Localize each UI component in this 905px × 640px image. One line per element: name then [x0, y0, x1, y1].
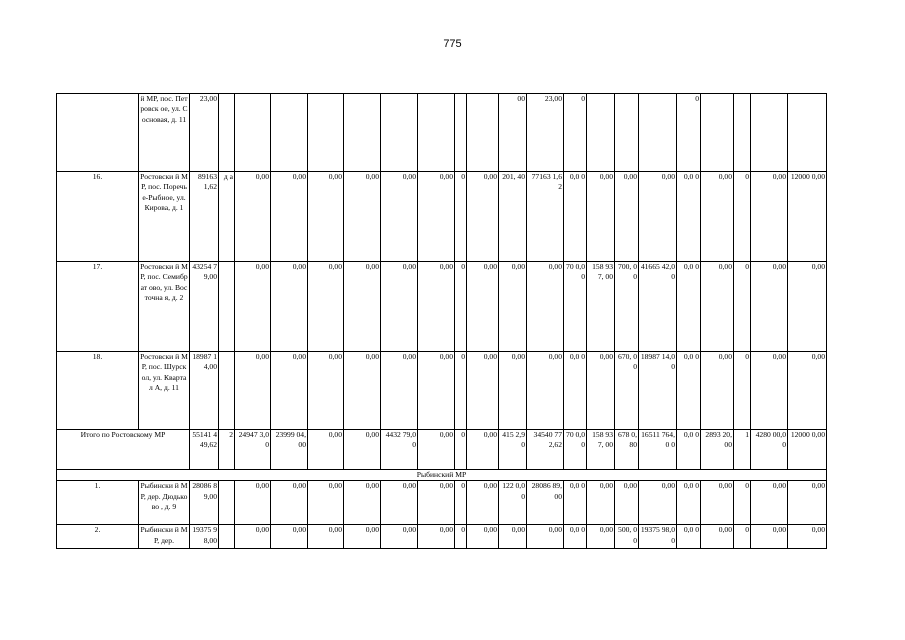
- table-row: [57, 94, 827, 172]
- value-cell: 158 937, 00: [587, 262, 615, 352]
- value-cell: 0,0 0: [564, 172, 587, 262]
- value-cell: 0,00: [615, 481, 639, 525]
- value-cell: 500, 00: [615, 525, 639, 549]
- value-cell: 0,00: [615, 172, 639, 262]
- value-cell: 0,00: [308, 262, 344, 352]
- value-cell: 12000 0,00: [788, 172, 827, 262]
- address-cell: й МР, пос. Петровск ое, ул. Сосновая, д. 11: [139, 94, 190, 172]
- row-number-cell: 1.: [57, 481, 139, 525]
- value-cell: 0,00: [467, 481, 499, 525]
- value-cell: 41665 42,00: [639, 262, 677, 352]
- value-cell: 0,00: [235, 352, 271, 430]
- value-cell: 0,00: [344, 172, 381, 262]
- value-cell: 70 0,0 0: [564, 430, 587, 470]
- value-cell: 0,00: [381, 352, 418, 430]
- value-cell: 0,00: [701, 481, 734, 525]
- value-cell: 0,00: [751, 525, 788, 549]
- value-cell: 0,00: [467, 172, 499, 262]
- value-cell: 19375 98,00: [190, 525, 219, 549]
- table-row: [57, 262, 827, 352]
- value-cell: [788, 94, 827, 172]
- value-cell: 0,00: [701, 525, 734, 549]
- value-cell: 700, 00: [615, 262, 639, 352]
- value-cell: 19375 98,00: [639, 525, 677, 549]
- value-cell: 0,00: [788, 262, 827, 352]
- value-cell: [701, 94, 734, 172]
- value-cell: 0,00: [418, 525, 455, 549]
- value-cell: 0,0 0: [677, 172, 701, 262]
- value-cell: 158 937, 00: [587, 430, 615, 470]
- value-cell: [587, 94, 615, 172]
- value-cell: [418, 94, 455, 172]
- value-cell: 201, 40: [499, 172, 527, 262]
- value-cell: 0,00: [235, 172, 271, 262]
- value-cell: 0,00: [344, 430, 381, 470]
- value-cell: 24947 3,00: [235, 430, 271, 470]
- value-cell: 89163 1,62: [190, 172, 219, 262]
- value-cell: 0,00: [271, 481, 308, 525]
- value-cell: 16511 764,0 0: [639, 430, 677, 470]
- row-number-cell: 17.: [57, 262, 139, 352]
- value-cell: 0,00: [308, 481, 344, 525]
- value-cell: 0,00: [751, 352, 788, 430]
- value-cell: 0,0 0: [677, 430, 701, 470]
- value-cell: 0,00: [271, 172, 308, 262]
- value-cell: 0,00: [751, 262, 788, 352]
- value-cell: 0,00: [788, 352, 827, 430]
- value-cell: 0: [455, 430, 467, 470]
- value-cell: 77163 1,62: [527, 172, 564, 262]
- value-cell: 0,0 0: [677, 481, 701, 525]
- value-cell: [615, 94, 639, 172]
- value-cell: 0,00: [381, 481, 418, 525]
- address-cell: Ростовски й МР, пос. Семибрат ово, ул. Восточна я, д. 2: [139, 262, 190, 352]
- value-cell: 0,00: [418, 352, 455, 430]
- value-cell: 0,00: [344, 525, 381, 549]
- value-cell: 0,00: [235, 525, 271, 549]
- value-cell: 0: [455, 172, 467, 262]
- row-number-cell: 18.: [57, 352, 139, 430]
- value-cell: 0,00: [701, 172, 734, 262]
- value-cell: [381, 94, 418, 172]
- table-row: [57, 481, 827, 525]
- value-cell: д а: [219, 172, 235, 262]
- value-cell: 0: [455, 525, 467, 549]
- page-number: 775: [443, 38, 462, 50]
- value-cell: 0,00: [467, 525, 499, 549]
- value-cell: 23,00: [527, 94, 564, 172]
- value-cell: 0: [734, 525, 751, 549]
- value-cell: 0,00: [701, 262, 734, 352]
- value-cell: 0,00: [418, 481, 455, 525]
- value-cell: 0: [734, 172, 751, 262]
- value-cell: 0,00: [381, 172, 418, 262]
- value-cell: 415 2,90: [499, 430, 527, 470]
- value-cell: 0,00: [344, 352, 381, 430]
- value-cell: 0,00: [381, 525, 418, 549]
- value-cell: 0,00: [639, 172, 677, 262]
- value-cell: 0: [734, 481, 751, 525]
- value-cell: 0,0 0: [677, 525, 701, 549]
- value-cell: [344, 94, 381, 172]
- value-cell: 0,00: [271, 352, 308, 430]
- value-cell: 0,00: [788, 481, 827, 525]
- value-cell: 0: [564, 94, 587, 172]
- value-cell: 0,00: [344, 481, 381, 525]
- value-cell: 34540 772,62: [527, 430, 564, 470]
- value-cell: [219, 352, 235, 430]
- value-cell: 0,00: [235, 262, 271, 352]
- value-cell: 23,00: [190, 94, 219, 172]
- value-cell: 0,00: [271, 525, 308, 549]
- table-row: [57, 525, 827, 549]
- value-cell: [271, 94, 308, 172]
- section-header-row: [57, 470, 827, 481]
- address-cell: Ростовски й МР, пос. Шурскол, ул. Квартал А, д. 11: [139, 352, 190, 430]
- value-cell: 0,00: [639, 481, 677, 525]
- value-cell: 0,00: [527, 262, 564, 352]
- value-cell: 0,00: [467, 352, 499, 430]
- value-cell: 0,00: [381, 262, 418, 352]
- value-cell: 28086 89,00: [190, 481, 219, 525]
- value-cell: 0,00: [527, 352, 564, 430]
- value-cell: 670, 00: [615, 352, 639, 430]
- table-row: [57, 352, 827, 430]
- value-cell: 0: [734, 352, 751, 430]
- value-cell: [467, 94, 499, 172]
- address-cell: Ростовски й МР, пос. Поречье-Рыбное, ул. Кирова, д. 1: [139, 172, 190, 262]
- value-cell: [751, 94, 788, 172]
- value-cell: 0,00: [499, 262, 527, 352]
- value-cell: 0: [455, 352, 467, 430]
- value-cell: 0: [455, 481, 467, 525]
- value-cell: [219, 94, 235, 172]
- value-cell: 0,00: [751, 481, 788, 525]
- section-header: Рыбинский МР: [57, 470, 827, 481]
- value-cell: 23999 04,00: [271, 430, 308, 470]
- value-cell: 0,00: [587, 172, 615, 262]
- value-cell: 2: [219, 430, 235, 470]
- row-number-cell: [57, 94, 139, 172]
- value-cell: 00: [499, 94, 527, 172]
- value-cell: 0,00: [235, 481, 271, 525]
- value-cell: 0,00: [308, 352, 344, 430]
- value-cell: 0,00: [527, 525, 564, 549]
- value-cell: 0,0 0: [677, 262, 701, 352]
- row-number-cell: 2.: [57, 525, 139, 549]
- value-cell: 0: [677, 94, 701, 172]
- value-cell: 2893 20,00: [701, 430, 734, 470]
- value-cell: 0,00: [499, 525, 527, 549]
- value-cell: 0,00: [308, 430, 344, 470]
- value-cell: 0,00: [587, 352, 615, 430]
- value-cell: 0,00: [751, 172, 788, 262]
- value-cell: 18987 14,00: [639, 352, 677, 430]
- value-cell: [219, 525, 235, 549]
- value-cell: [734, 94, 751, 172]
- value-cell: 0,00: [499, 352, 527, 430]
- address-cell: Рыбински й МР, дер.: [139, 525, 190, 549]
- value-cell: 1: [734, 430, 751, 470]
- value-cell: 4432 79,00: [381, 430, 418, 470]
- value-cell: 0,00: [308, 172, 344, 262]
- value-cell: [219, 481, 235, 525]
- value-cell: 0,00: [587, 525, 615, 549]
- value-cell: 0,00: [701, 352, 734, 430]
- value-cell: 4280 00,00: [751, 430, 788, 470]
- value-cell: 28086 89,00: [527, 481, 564, 525]
- total-row: [57, 430, 827, 470]
- total-label-cell: Итого по Ростовскому МР: [57, 430, 190, 470]
- value-cell: 0,0 0: [564, 481, 587, 525]
- value-cell: [235, 94, 271, 172]
- value-cell: [639, 94, 677, 172]
- value-cell: 55141 449,62: [190, 430, 219, 470]
- value-cell: 18987 14,00: [190, 352, 219, 430]
- value-cell: 122 0,00: [499, 481, 527, 525]
- value-cell: 0,00: [418, 430, 455, 470]
- value-cell: 0,0 0: [564, 352, 587, 430]
- value-cell: 0,00: [271, 262, 308, 352]
- value-cell: 12000 0,00: [788, 430, 827, 470]
- value-cell: 0,0 0: [564, 525, 587, 549]
- value-cell: 0,00: [418, 172, 455, 262]
- value-cell: 70 0,0 0: [564, 262, 587, 352]
- value-cell: 0,00: [788, 525, 827, 549]
- value-cell: 0,00: [344, 262, 381, 352]
- value-cell: 0,00: [467, 430, 499, 470]
- value-cell: 0,00: [467, 262, 499, 352]
- value-cell: 0,0 0: [677, 352, 701, 430]
- document-table: [56, 93, 827, 549]
- value-cell: [219, 262, 235, 352]
- table-row: [57, 172, 827, 262]
- value-cell: 43254 79,00: [190, 262, 219, 352]
- value-cell: 0,00: [587, 481, 615, 525]
- row-number-cell: 16.: [57, 172, 139, 262]
- value-cell: 0: [455, 262, 467, 352]
- value-cell: [455, 94, 467, 172]
- value-cell: 0: [734, 262, 751, 352]
- value-cell: 0,00: [308, 525, 344, 549]
- value-cell: [308, 94, 344, 172]
- value-cell: 0,00: [418, 262, 455, 352]
- address-cell: Рыбински й МР, дер. Дюдьково , д. 9: [139, 481, 190, 525]
- value-cell: 678 0,80: [615, 430, 639, 470]
